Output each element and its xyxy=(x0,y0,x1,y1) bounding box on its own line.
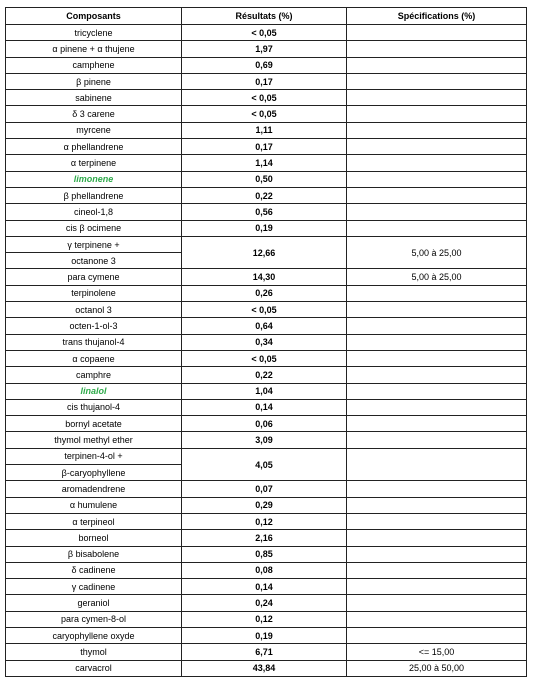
component-name: α pinene + α thujene xyxy=(6,41,182,57)
table-row xyxy=(6,579,527,595)
specification-value xyxy=(347,562,527,578)
table-row xyxy=(6,513,527,529)
header-composants: Composants xyxy=(6,8,182,25)
component-name: trans thujanol-4 xyxy=(6,334,182,350)
specification-value xyxy=(347,139,527,155)
specification-value xyxy=(347,432,527,448)
component-name: β pinene xyxy=(6,73,182,89)
component-name: tricyclene xyxy=(6,25,182,41)
specification-value: 5,00 à 25,00 xyxy=(347,269,527,285)
result-value: < 0,05 xyxy=(182,90,347,106)
table-row xyxy=(6,236,527,252)
component-name: camphene xyxy=(6,57,182,73)
component-name: β bisabolene xyxy=(6,546,182,562)
component-name: γ terpinene + xyxy=(6,236,182,252)
result-value: 0,12 xyxy=(182,513,347,529)
specification-value xyxy=(347,171,527,187)
result-value: 0,34 xyxy=(182,334,347,350)
table-row xyxy=(6,644,527,660)
component-name: cis thujanol-4 xyxy=(6,399,182,415)
specification-value xyxy=(347,285,527,301)
result-value: 0,56 xyxy=(182,204,347,220)
component-name: carvacrol xyxy=(6,660,182,676)
component-name: α humulene xyxy=(6,497,182,513)
specification-value xyxy=(347,90,527,106)
table-row xyxy=(6,122,527,138)
table-row xyxy=(6,73,527,89)
specification-value: 25,00 à 50,00 xyxy=(347,660,527,676)
component-name: borneol xyxy=(6,530,182,546)
result-value: 0,24 xyxy=(182,595,347,611)
specification-value xyxy=(347,595,527,611)
header-resultats: Résultats (%) xyxy=(182,8,347,25)
table-row xyxy=(6,383,527,399)
specification-value xyxy=(347,530,527,546)
specification-value xyxy=(347,497,527,513)
table-row xyxy=(6,432,527,448)
table-row xyxy=(6,25,527,41)
component-name: octen-1-ol-3 xyxy=(6,318,182,334)
specification-value xyxy=(347,334,527,350)
component-name: α phellandrene xyxy=(6,139,182,155)
component-name: bornyl acetate xyxy=(6,416,182,432)
result-value: 0,14 xyxy=(182,579,347,595)
component-name: terpinen-4-ol + xyxy=(6,448,182,464)
component-name: octanone 3 xyxy=(6,253,182,269)
result-value: 0,19 xyxy=(182,220,347,236)
result-value: 0,19 xyxy=(182,627,347,643)
specification-value xyxy=(347,448,527,481)
table-row xyxy=(6,220,527,236)
table-row xyxy=(6,334,527,350)
table-row xyxy=(6,595,527,611)
component-name: geraniol xyxy=(6,595,182,611)
specification-value xyxy=(347,204,527,220)
component-name: myrcene xyxy=(6,122,182,138)
result-value: < 0,05 xyxy=(182,25,347,41)
component-name: camphre xyxy=(6,367,182,383)
component-name: thymol methyl ether xyxy=(6,432,182,448)
table-row xyxy=(6,546,527,562)
result-value: 0,14 xyxy=(182,399,347,415)
component-name: limonene xyxy=(6,171,182,187)
table-row xyxy=(6,204,527,220)
header-specifications: Spécifications (%) xyxy=(347,8,527,25)
result-value: 1,97 xyxy=(182,41,347,57)
component-name: α terpineol xyxy=(6,513,182,529)
result-value: 1,11 xyxy=(182,122,347,138)
result-value: 0,12 xyxy=(182,611,347,627)
table-row xyxy=(6,399,527,415)
table-row xyxy=(6,90,527,106)
table-row xyxy=(6,660,527,676)
result-value: 0,06 xyxy=(182,416,347,432)
specification-value xyxy=(347,57,527,73)
table-row xyxy=(6,350,527,366)
specification-value xyxy=(347,25,527,41)
result-value: 0,29 xyxy=(182,497,347,513)
table-row xyxy=(6,106,527,122)
specification-value xyxy=(347,579,527,595)
specification-value xyxy=(347,187,527,203)
result-value: 12,66 xyxy=(182,236,347,269)
table-row xyxy=(6,481,527,497)
component-name: δ cadinene xyxy=(6,562,182,578)
result-value: 1,14 xyxy=(182,155,347,171)
specification-value xyxy=(347,481,527,497)
table-row xyxy=(6,171,527,187)
result-value: < 0,05 xyxy=(182,106,347,122)
component-name: linalol xyxy=(6,383,182,399)
component-name: cis β ocimene xyxy=(6,220,182,236)
specification-value xyxy=(347,302,527,318)
specification-value xyxy=(347,399,527,415)
component-name: aromadendrene xyxy=(6,481,182,497)
component-name: sabinene xyxy=(6,90,182,106)
specification-value xyxy=(347,513,527,529)
result-value: 0,69 xyxy=(182,57,347,73)
component-name: δ 3 carene xyxy=(6,106,182,122)
component-name: cineol-1,8 xyxy=(6,204,182,220)
component-name: β phellandrene xyxy=(6,187,182,203)
result-value: 0,17 xyxy=(182,139,347,155)
result-value: 0,08 xyxy=(182,562,347,578)
specification-value xyxy=(347,416,527,432)
result-value: 0,85 xyxy=(182,546,347,562)
component-name: para cymen-8-ol xyxy=(6,611,182,627)
result-value: 3,09 xyxy=(182,432,347,448)
result-value: 2,16 xyxy=(182,530,347,546)
table-row xyxy=(6,187,527,203)
component-name: α copaene xyxy=(6,350,182,366)
table-row xyxy=(6,416,527,432)
table-row xyxy=(6,269,527,285)
table-row xyxy=(6,627,527,643)
result-value: 0,26 xyxy=(182,285,347,301)
specification-value xyxy=(347,627,527,643)
table-row xyxy=(6,530,527,546)
result-value: 6,71 xyxy=(182,644,347,660)
specification-value xyxy=(347,367,527,383)
table-row xyxy=(6,285,527,301)
specification-value xyxy=(347,383,527,399)
result-value: < 0,05 xyxy=(182,350,347,366)
table-row xyxy=(6,367,527,383)
table-row xyxy=(6,41,527,57)
result-value: < 0,05 xyxy=(182,302,347,318)
component-name: thymol xyxy=(6,644,182,660)
specification-value: 5,00 à 25,00 xyxy=(347,236,527,269)
component-name: para cymene xyxy=(6,269,182,285)
result-value: 0,17 xyxy=(182,73,347,89)
component-name: terpinolene xyxy=(6,285,182,301)
component-name: β-caryophyllene xyxy=(6,465,182,481)
table-row xyxy=(6,139,527,155)
specification-value xyxy=(347,41,527,57)
specification-value xyxy=(347,611,527,627)
specification-value xyxy=(347,318,527,334)
result-value: 0,64 xyxy=(182,318,347,334)
specification-value xyxy=(347,155,527,171)
result-value: 0,07 xyxy=(182,481,347,497)
component-name: α terpinene xyxy=(6,155,182,171)
specification-value xyxy=(347,122,527,138)
table-row xyxy=(6,448,527,464)
component-name: octanol 3 xyxy=(6,302,182,318)
table-row xyxy=(6,497,527,513)
composition-table xyxy=(5,7,527,677)
result-value: 0,50 xyxy=(182,171,347,187)
result-value: 4,05 xyxy=(182,448,347,481)
table-row xyxy=(6,562,527,578)
component-name: caryophyllene oxyde xyxy=(6,627,182,643)
result-value: 1,04 xyxy=(182,383,347,399)
result-value: 0,22 xyxy=(182,187,347,203)
specification-value xyxy=(347,73,527,89)
specification-value: <= 15,00 xyxy=(347,644,527,660)
result-value: 14,30 xyxy=(182,269,347,285)
table-row xyxy=(6,57,527,73)
result-value: 43,84 xyxy=(182,660,347,676)
table-row xyxy=(6,302,527,318)
specification-value xyxy=(347,220,527,236)
result-value: 0,22 xyxy=(182,367,347,383)
specification-value xyxy=(347,546,527,562)
table-row xyxy=(6,611,527,627)
specification-value xyxy=(347,106,527,122)
component-name: γ cadinene xyxy=(6,579,182,595)
table-body xyxy=(6,25,527,677)
table-row xyxy=(6,318,527,334)
header-row xyxy=(6,8,527,25)
table-row xyxy=(6,155,527,171)
specification-value xyxy=(347,350,527,366)
